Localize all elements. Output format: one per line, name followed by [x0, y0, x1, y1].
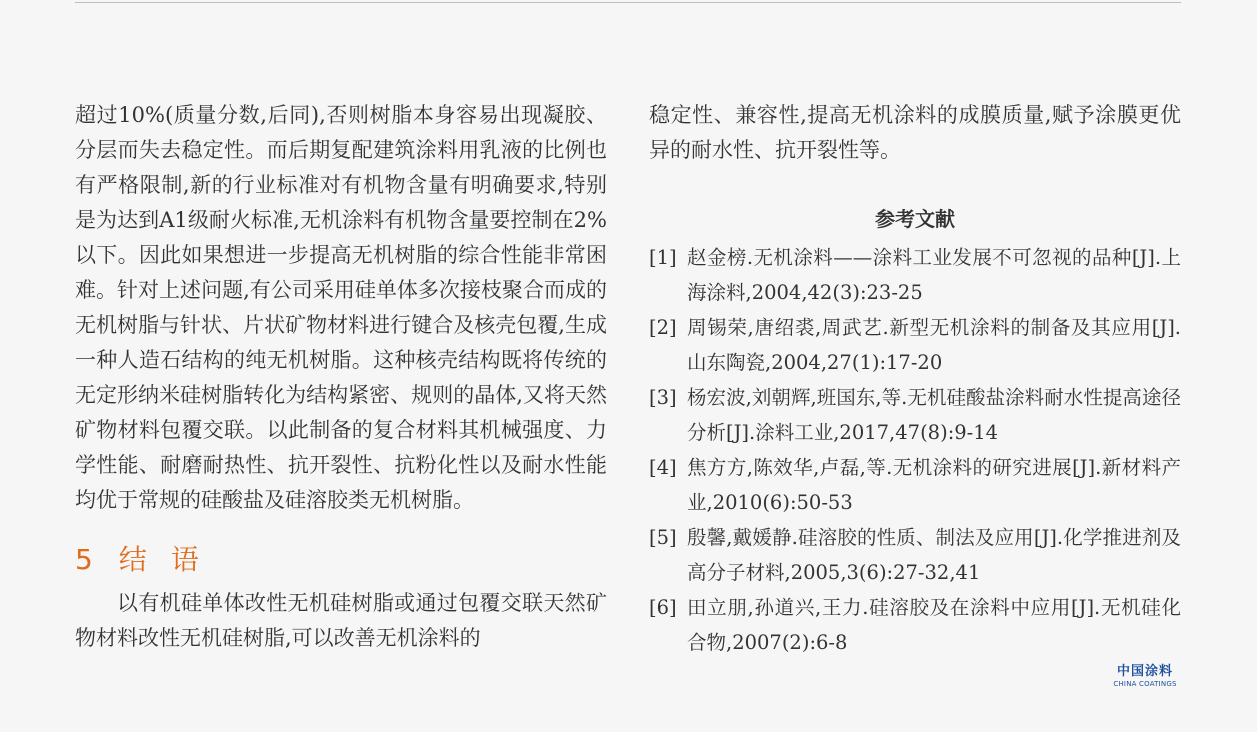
left-column	[75, 98, 607, 656]
section-number: 5	[75, 543, 93, 576]
body-paragraph: 超过10%(质量分数,后同),否则树脂本身容易出现凝胶、分层而失去稳定性。而后期复配建筑涂料用乳液的比例也有严格限制,新的行业标准对有机物含量有明确要求,特别是为达到A1级耐火标准,无机涂料有机物含量要控制在2%以下。因此如果想进一步提高无机树脂的综合性能非常困难。针对上述问题,有公司采用硅单体多次接枝聚合而成的无机树脂与针状、片状矿物材料进行键合及核壳包覆,生成一种人造石结构的纯无机树脂。这种核壳结构既将传统的无定形纳米硅树脂转化为结构紧密、规则的晶体,又将天然矿物材料包覆交联。以此制备的复合材料其机械强度、力学性能、耐磨耐热性、抗开裂性、抗粉化性以及耐水性能均优于常规的硅酸盐及硅溶胶类无机树脂。	[75, 103, 607, 512]
continuation-paragraph: 稳定性、兼容性,提高无机涂料的成膜质量,赋予涂膜更优异的耐水性、抗开裂性等。	[649, 103, 1181, 162]
logo-english-text: CHINA COATINGS	[1113, 680, 1177, 688]
reference-text: 田立朋,孙道兴,王力.硅溶胶及在涂料中应用[J].无机硅化合物,2007(2):6-8	[687, 596, 1181, 654]
reference-number: [3]	[649, 386, 677, 409]
section-heading	[75, 538, 607, 582]
reference-item	[649, 310, 1181, 380]
reference-text: 周锡荣,唐绍裘,周武艺.新型无机涂料的制备及其应用[J].山东陶瓷,2004,27(1):17-20	[687, 316, 1181, 374]
reference-list	[649, 240, 1181, 660]
reference-item	[649, 240, 1181, 310]
reference-text: 殷馨,戴媛静.硅溶胶的性质、制法及应用[J].化学推进剂及高分子材料,2005,3(6):27-32,41	[687, 526, 1181, 584]
reference-number: [5]	[649, 526, 677, 549]
reference-item	[649, 520, 1181, 590]
reference-text: 焦方方,陈效华,卢磊,等.无机涂料的研究进展[J].新材料产业,2010(6):50-53	[687, 456, 1181, 514]
right-column	[649, 98, 1181, 660]
reference-item	[649, 450, 1181, 520]
conclusion-paragraph: 以有机硅单体改性无机硅树脂或通过包覆交联天然矿物材料改性无机硅树脂,可以改善无机涂料的	[75, 591, 607, 650]
references-title: 参考文献	[875, 207, 955, 231]
reference-text: 赵金榜.无机涂料——涂料工业发展不可忽视的品种[J].上海涂料,2004,42(3):23-25	[687, 246, 1181, 304]
reference-number: [2]	[649, 316, 677, 339]
reference-item	[649, 590, 1181, 660]
reference-number: [4]	[649, 456, 677, 479]
reference-number: [6]	[649, 596, 677, 619]
section-title: 结语	[118, 543, 223, 576]
reference-text: 杨宏波,刘朝辉,班国东,等.无机硅酸盐涂料耐水性提高途径分析[J].涂料工业,2017,47(8):9-14	[687, 386, 1181, 444]
reference-item	[649, 380, 1181, 450]
logo-chinese-text: 中国涂料	[1116, 664, 1173, 679]
reference-number: [1]	[649, 246, 677, 269]
china-coatings-logo	[1108, 664, 1182, 689]
header-rule	[75, 2, 1181, 3]
